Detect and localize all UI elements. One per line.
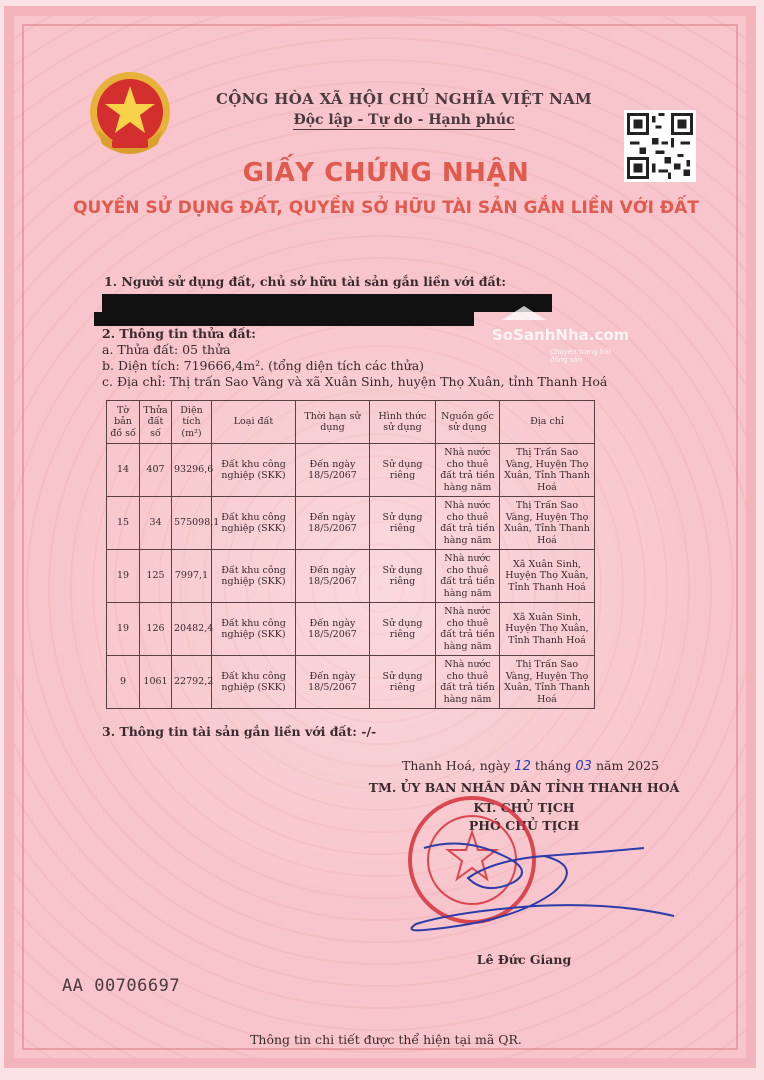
certificate-subtitle: QUYỀN SỬ DỤNG ĐẤT, QUYỀN SỞ HỮU TÀI SẢN GẮN LIỀN VỚI ĐẤT xyxy=(73,198,699,218)
cell-address: Xã Xuân Sinh, Huyện Thọ Xuân, Tỉnh Thanh Hoá xyxy=(500,550,595,603)
column-header: Thời hạn sử dụng xyxy=(296,401,370,444)
certificate-page xyxy=(4,6,756,1068)
cell-parcel-no: 407 xyxy=(140,444,172,497)
cell-address: Thị Trấn Sao Vàng, Huyện Thọ Xuân, Tỉnh Thanh Hoá xyxy=(500,497,595,550)
section-2-heading: 2. Thông tin thửa đất: xyxy=(102,326,256,341)
cell-origin: Nhà nước cho thuê đất trả tiền hàng năm xyxy=(436,550,500,603)
cell-land-type: Đất khu công nghiệp (SKK) xyxy=(212,497,296,550)
cell-address: Thị Trấn Sao Vàng, Huyện Thọ Xuân, Tỉnh Thanh Hoá xyxy=(500,444,595,497)
parcel-address: c. Địa chỉ: Thị trấn Sao Vàng và xã Xuân Sinh, huyện Thọ Xuân, tỉnh Thanh Hoá xyxy=(102,374,608,389)
redacted-owner-details xyxy=(94,312,474,326)
cell-parcel-no: 125 xyxy=(140,550,172,603)
motto-text: Độc lập - Tự do - Hạnh phúc xyxy=(293,112,515,128)
column-header: Thửa đất số xyxy=(140,401,172,444)
redacted-owner-name xyxy=(102,294,552,312)
qr-note: Thông tin chi tiết được thể hiện tại mã QR. xyxy=(250,1032,522,1047)
date-month: 03 xyxy=(575,759,592,774)
table-row xyxy=(107,656,595,709)
date-prefix: Thanh Hoá, ngày xyxy=(402,758,511,773)
cell-address: Thị Trấn Sao Vàng, Huyện Thọ Xuân, Tỉnh Thanh Hoá xyxy=(500,656,595,709)
cell-area: 7997,1 xyxy=(172,550,212,603)
issuing-authority: TM. ỦY BAN NHÂN DÂN TỈNH THANH HOÁ xyxy=(368,780,680,795)
nation-name: CỘNG HÒA XÃ HỘI CHỦ NGHĨA VIỆT NAM xyxy=(216,90,592,108)
section-1-heading: 1. Người sử dụng đất, chủ sở hữu tài sản gắn liền với đất: xyxy=(104,274,507,289)
signing-capacity: KT. CHỦ TỊCH xyxy=(473,800,575,815)
parcels-count: a. Thửa đất: 05 thửa xyxy=(102,342,231,357)
cell-term: Đến ngày 18/5/2067 xyxy=(296,550,370,603)
watermark-tagline: Chuyên trang bất động sản xyxy=(550,348,612,364)
column-header: Địa chỉ xyxy=(500,401,595,444)
certificate-title: GIẤY CHỨNG NHẬN xyxy=(242,158,530,188)
cell-origin: Nhà nước cho thuê đất trả tiền hàng năm xyxy=(436,497,500,550)
cell-land-type: Đất khu công nghiệp (SKK) xyxy=(212,444,296,497)
cell-map-sheet: 19 xyxy=(107,603,140,656)
column-header: Hình thức sử dụng xyxy=(370,401,436,444)
cell-parcel-no: 126 xyxy=(140,603,172,656)
cell-map-sheet: 15 xyxy=(107,497,140,550)
column-header: Tờ bản đồ số xyxy=(107,401,140,444)
watermark xyxy=(492,306,630,366)
total-area: b. Diện tích: 719666,4m². (tổng diện tích các thửa) xyxy=(102,358,425,373)
date-day: 12 xyxy=(514,759,531,774)
cell-term: Đến ngày 18/5/2067 xyxy=(296,656,370,709)
table-row xyxy=(107,444,595,497)
cell-area: 93296,6 xyxy=(172,444,212,497)
watermark-text: SoSanhNha.com xyxy=(492,326,630,344)
cell-map-sheet: 19 xyxy=(107,550,140,603)
table-row xyxy=(107,603,595,656)
cell-area: 22792,2 xyxy=(172,656,212,709)
serial-number: AA 00706697 xyxy=(62,976,181,996)
table-row xyxy=(107,550,595,603)
column-header: Diện tích (m²) xyxy=(172,401,212,444)
signer-role: PHÓ CHỦ TỊCH xyxy=(468,818,580,833)
cell-origin: Nhà nước cho thuê đất trả tiền hàng năm xyxy=(436,603,500,656)
national-motto xyxy=(194,112,614,128)
cell-land-type: Đất khu công nghiệp (SKK) xyxy=(212,550,296,603)
handwritten-signature-icon xyxy=(394,826,684,946)
table-row xyxy=(107,497,595,550)
cell-area: 575098,1 xyxy=(172,497,212,550)
cell-term: Đến ngày 18/5/2067 xyxy=(296,444,370,497)
cell-origin: Nhà nước cho thuê đất trả tiền hàng năm xyxy=(436,444,500,497)
cell-address: Xã Xuân Sinh, Huyện Thọ Xuân, Tỉnh Thanh Hoá xyxy=(500,603,595,656)
column-header: Loại đất xyxy=(212,401,296,444)
cell-usage-form: Sử dụng riêng xyxy=(370,497,436,550)
sign-date xyxy=(402,758,659,774)
column-header: Nguồn gốc sử dụng xyxy=(436,401,500,444)
parcels-table xyxy=(106,400,595,709)
date-year: năm 2025 xyxy=(595,758,660,773)
cell-usage-form: Sử dụng riêng xyxy=(370,656,436,709)
signer-name: Lê Đức Giang xyxy=(476,952,572,967)
cell-term: Đến ngày 18/5/2067 xyxy=(296,497,370,550)
cell-origin: Nhà nước cho thuê đất trả tiền hàng năm xyxy=(436,656,500,709)
cell-usage-form: Sử dụng riêng xyxy=(370,603,436,656)
date-month-label: tháng xyxy=(534,758,572,773)
cell-land-type: Đất khu công nghiệp (SKK) xyxy=(212,603,296,656)
cell-usage-form: Sử dụng riêng xyxy=(370,550,436,603)
table-header-row xyxy=(107,401,595,444)
cell-parcel-no: 34 xyxy=(140,497,172,550)
cell-map-sheet: 14 xyxy=(107,444,140,497)
national-emblem-icon xyxy=(84,68,176,160)
cell-land-type: Đất khu công nghiệp (SKK) xyxy=(212,656,296,709)
cell-usage-form: Sử dụng riêng xyxy=(370,444,436,497)
section-3-heading: 3. Thông tin tài sản gắn liền với đất: -/- xyxy=(102,724,377,739)
cell-map-sheet: 9 xyxy=(107,656,140,709)
house-icon xyxy=(502,306,546,320)
cell-parcel-no: 1061 xyxy=(140,656,172,709)
cell-area: 20482,4 xyxy=(172,603,212,656)
cell-term: Đến ngày 18/5/2067 xyxy=(296,603,370,656)
